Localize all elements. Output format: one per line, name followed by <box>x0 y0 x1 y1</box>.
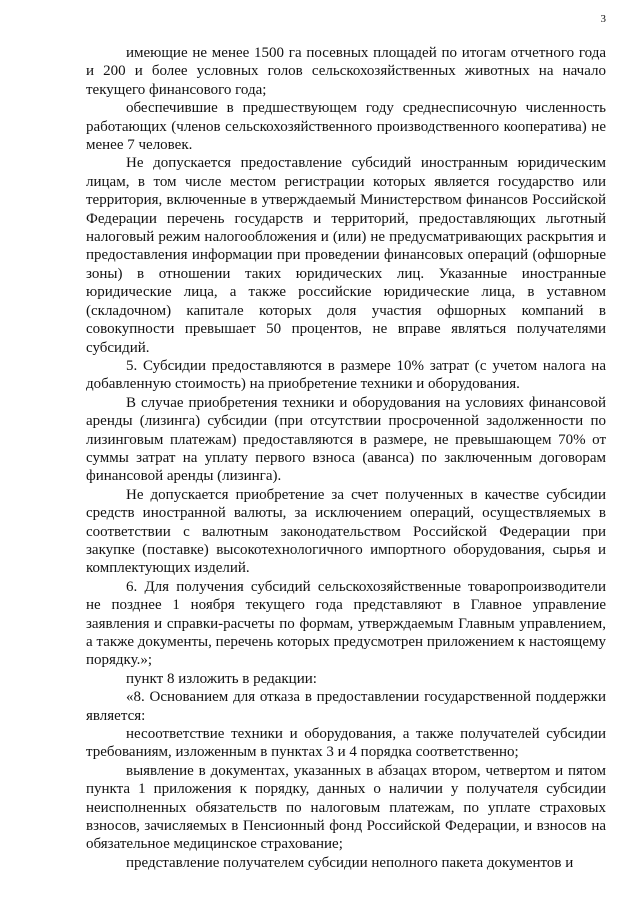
page-number: 3 <box>600 13 606 25</box>
paragraph-2: обеспечившие в предшествующем году среднесписочную численность работающих (членов сельскохозяйственного производственного кооператива) не менее 7 человек. <box>86 100 606 154</box>
paragraph-1: имеющие не менее 1500 га посевных площадей по итогам отчетного года и 200 и более условных голов сельскохозяйственных животных на начало текущего финансового года; <box>86 45 606 98</box>
paragraph-5: В случае приобретения техники и оборудования на условиях финансовой аренды (лизинга) субсидии (при отсутствии просроченной задолженности по лизинговым платежам) предоставляются в размере, не превышающем 70% от суммы затрат на уплату первого взноса (аванса) по заключенным договорам финансовой аренды (лизинга). <box>86 394 606 485</box>
document-body <box>86 44 606 872</box>
paragraph-12: представление получателем субсидии неполного пакета документов и <box>126 854 574 871</box>
paragraph-9: «8. Основанием для отказа в предоставлении государственной поддержки является: <box>86 689 606 724</box>
paragraph-11: выявление в документах, указанных в абзацах втором, четвертом и пятом пункта 1 приложения к порядку, данных о наличии у получателя субсидии неисполненных обязательств по налоговым платежам, по уплате страховых взносов, зачисляемых в Пенсионный фонд Российской Федерации, и взносов на обязательное медицинское страхование; <box>86 762 606 853</box>
paragraph-8: пункт 8 изложить в редакции: <box>126 670 317 687</box>
paragraph-6: Не допускается приобретение за счет полученных в качестве субсидии средств иностранной валюты, за исключением операций, осуществляемых в соответствии с валютным законодательством Российской Федерации при закупке (поставке) высокотехнологичного импортного оборудования, сырья и комплектующих изделий. <box>86 486 606 577</box>
paragraph-3: Не допускается предоставление субсидий иностранным юридическим лицам, в том числе местом регистрации которых является государство или территория, включенные в утверждаемый Министерством финансов Российской Федерации перечень государств и территорий, предоставляющих льготный налоговый режим налогообложения и (или) не предусматривающих раскрытия и предоставления информации при проведении финансовых операций (офшорные зоны) в отношении таких юридических лиц. Указанные иностранные юридические лица, а также российские юридические лица, в уставном (складочном) капитале которых доля участия офшорных компаний в совокупности превышает 50 процентов, не вправе являться получателями субсидий. <box>86 155 606 356</box>
paragraph-10: несоответствие техники и оборудования, а также получателей субсидии требованиям, изложенным в пунктах 3 и 4 порядка соответственно; <box>86 726 606 761</box>
paragraph-4: 5. Субсидии предоставляются в размере 10% затрат (с учетом налога на добавленную стоимость) на приобретение техники и оборудования. <box>86 357 606 393</box>
paragraph-7: 6. Для получения субсидий сельскохозяйственные товаропроизводители не позднее 1 ноября текущего года представляют в Главное управление заявления и справки-расчеты по формам, утверждаемым Главным управлением, а также документы, перечень которых предусмотрен приложением к настоящему порядку.»; <box>86 578 606 669</box>
